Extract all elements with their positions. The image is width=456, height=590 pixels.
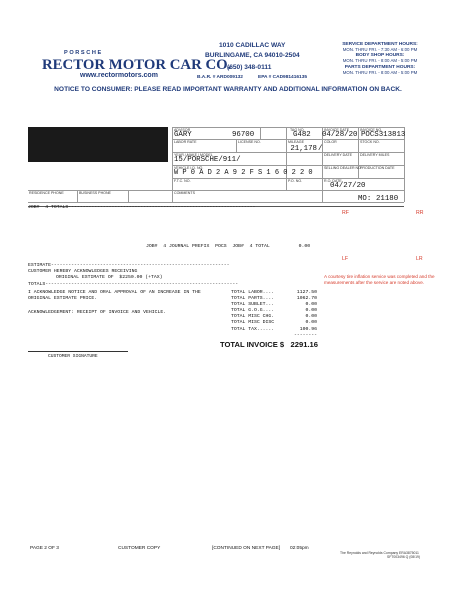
- invoice-form-grid: [0, 0, 456, 210]
- page-number: PAGE 2 OF 3: [30, 546, 59, 551]
- mileage-suffix: /: [318, 145, 323, 153]
- total-value: 0.00: [305, 308, 317, 314]
- tire-lr-label: LR: [416, 256, 423, 262]
- advisor-label: ADVISOR: [174, 128, 191, 132]
- estimate-line: ESTIMATE--------------------------------------------------------------: [28, 263, 230, 268]
- invoice-date-label: INVOICE DATE: [324, 128, 350, 132]
- total-value: 0.00: [305, 302, 317, 308]
- ftc-label: F.T.C. NO.: [174, 179, 191, 183]
- print-time: 02:05pm: [290, 546, 309, 551]
- printer-credit: The Reynolds and Reynolds Company ERA3875011: [340, 551, 419, 555]
- total-value: 1062.70: [296, 296, 317, 302]
- mo-value: 21180: [376, 195, 399, 203]
- copy-type: CUSTOMER COPY: [118, 546, 161, 551]
- business-phone-label: BUSINESS PHONE: [79, 191, 111, 195]
- total-label: TOTAL G.O.G....: [231, 308, 275, 314]
- stock-label: STOCK NO.: [360, 140, 380, 144]
- total-invoice-value: 2291.16: [290, 340, 318, 349]
- color-label: COLOR: [324, 140, 337, 144]
- ro-date-label: R.O. DATE: [324, 179, 342, 183]
- ack-receipt-line: ACKNOWLEDGEMENT: RECEIPT OF INVOICE AND VEHICLE.: [28, 310, 167, 315]
- totals-dashes: --------: [293, 332, 317, 338]
- invoice-number-value: POCS313813: [361, 131, 406, 139]
- tire-rf-label: RF: [342, 210, 349, 216]
- total-value: 1127.50: [296, 290, 317, 295]
- form-number: SFT003496 Q (08/19): [387, 555, 420, 559]
- continued-note: [CONTINUED ON NEXT PAGE]: [212, 546, 281, 551]
- parts-hours-label: PARTS DEPARTMENT HOURS:: [344, 64, 416, 70]
- address-line-2: BURLINGAME, CA 94010-2504: [205, 52, 300, 59]
- total-label: TOTAL MISC DISC: [231, 320, 275, 326]
- invoice-date-value: 04/28/20: [322, 131, 358, 139]
- totals-table: [231, 290, 317, 339]
- customer-signature-label: CUSTOMER SIGNATURE: [48, 354, 98, 359]
- signature-line: [28, 351, 128, 352]
- acknowledges-receiving: CUSTOMER HEREBY ACKNOWLEDGES RECEIVING: [28, 269, 138, 274]
- tire-inflation-note: A courtesy tire inflation service was completed and the measurements after the service are noted above.: [324, 274, 435, 285]
- vin-value: W P 0 A D 2 A 9 2 F S 1 6 0 2 2 0: [174, 169, 313, 177]
- company-name: RECTOR MOTOR CAR CO.: [42, 57, 232, 73]
- total-label: TOTAL SUBLET...: [231, 302, 275, 308]
- residence-phone-label: RESIDENCE PHONE: [29, 191, 64, 195]
- body-shop-hours-value: MON. THRU FRI. - 8:00 AM - 5:00 PM: [342, 58, 418, 64]
- mileage-value: 21,178: [290, 145, 317, 153]
- labor-rate-label: LABOR RATE: [174, 140, 197, 144]
- ro-date-value: 04/27/20: [330, 182, 366, 190]
- advisor-number: 96700: [232, 131, 255, 139]
- production-date-label: PRODUCTION DATE: [360, 166, 395, 170]
- address-line-1: 1010 CADILLAC WAY: [219, 42, 286, 49]
- redacted-customer-info: [28, 127, 168, 162]
- company-phone: (650) 348-0111: [227, 64, 272, 71]
- mo-label: MO:: [358, 195, 372, 203]
- total-value: 0.00: [305, 314, 317, 320]
- total-label: TOTAL MISC CHG.: [231, 314, 275, 320]
- tag-label: TAG NO.: [290, 128, 305, 132]
- tire-rr-label: RR: [416, 210, 424, 216]
- total-row: [231, 333, 317, 339]
- license-label: LICENSE NO.: [238, 140, 261, 144]
- total-label: TOTAL LABOR....: [231, 290, 275, 295]
- totals-line: TOTALS-------------------------------------------------------------------: [28, 282, 239, 287]
- ack-increase-line-2: ORIGINAL ESTIMATE PRICE.: [28, 296, 98, 301]
- delivery-date-label: DELIVERY DATE: [324, 153, 352, 157]
- tire-inflation-panel: [324, 200, 440, 300]
- job-totals-line: JOB# 4 TOTALS-----------------------------------------------------------------: [28, 205, 256, 210]
- original-estimate: ORIGINAL ESTIMATE OF $2250.00 (+TAX): [56, 275, 163, 280]
- page-footer: [0, 540, 456, 590]
- epa-number: EPA # CAD981416135: [258, 75, 308, 80]
- brand-logo: PORSCHE: [64, 50, 103, 56]
- comments-label: COMMENTS: [174, 191, 195, 195]
- po-label: P.O. NO.: [288, 179, 303, 183]
- year-make-value: 15/PORSCHE/911/: [174, 156, 241, 164]
- consumer-notice: NOTICE TO CONSUMER: PLEASE READ IMPORTANT WARRANTY AND ADDITIONAL INFORMATION ON BACK.: [54, 86, 402, 93]
- service-hours-label: SERVICE DEPARTMENT HOURS:: [342, 42, 418, 47]
- total-value: 0.00: [305, 320, 317, 326]
- invoice-number-label: INVOICE NO.: [360, 128, 383, 132]
- bar-number: B.A.R. # ARD009132: [197, 75, 243, 80]
- advisor-value: GARY: [174, 131, 192, 139]
- vin-label: VEHICLE I.D. NO.: [174, 166, 204, 170]
- total-value: 100.96: [299, 326, 317, 332]
- company-website: www.rectormotors.com: [80, 72, 158, 79]
- total-invoice-label: TOTAL INVOICE $: [220, 340, 285, 349]
- total-label: TOTAL PARTS....: [231, 296, 275, 302]
- selling-dealer-label: SELLING DEALER NO.: [324, 166, 362, 170]
- journal-line: JOB# 4 JOURNAL PREFIX POCS JOB# 4 TOTAL 0.00: [146, 244, 311, 249]
- mileage-label: MILEAGE: [288, 140, 304, 144]
- tire-lf-label: LF: [342, 256, 349, 262]
- service-hours-value: MON. THRU FRI. - 7:30 AM - 6:00 PM: [342, 47, 418, 52]
- parts-hours-value: MON. THRU FRI. - 8:00 AM - 5:00 PM: [342, 69, 418, 75]
- body-shop-hours-label: BODY SHOP HOURS:: [355, 53, 405, 59]
- ack-increase-line-1: I ACKNOWLEDGE NOTICE AND ORAL APPROVAL OF AN INCREASE IN THE: [28, 290, 201, 295]
- delivery-miles-label: DELIVERY MILES: [360, 153, 390, 157]
- tag-value: G482: [293, 131, 311, 139]
- total-label: TOTAL TAX......: [231, 326, 275, 332]
- year-make-label: YEAR / MAKE / MODEL: [174, 153, 213, 157]
